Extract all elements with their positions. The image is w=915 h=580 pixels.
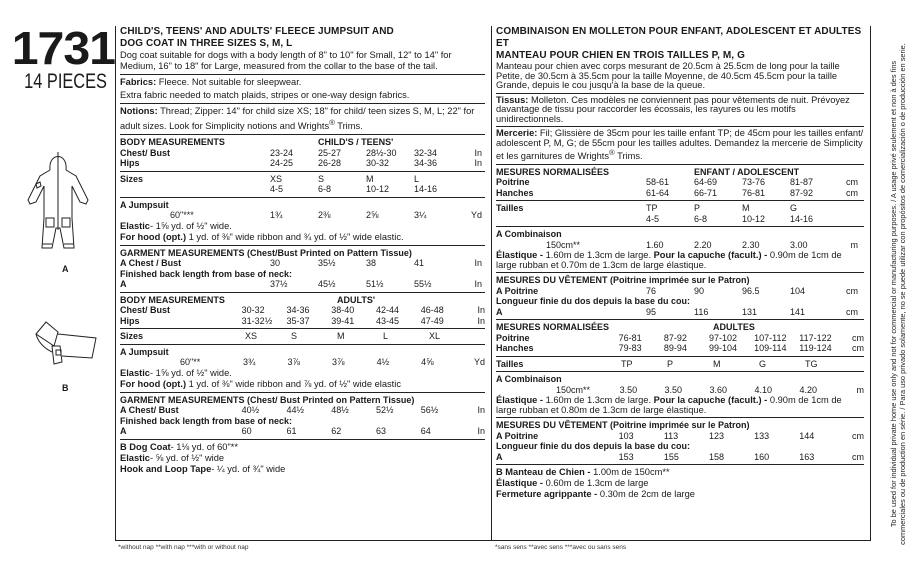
hook-loop-text: 0.30m de 2cm de large xyxy=(597,489,695,500)
elastic-text: - 1⅝ yd. of ½" wide. xyxy=(149,367,232,378)
hood-text: 1 yd. of ⅜" wide ribbon and ¾ yd. of ½" wide elastic. xyxy=(186,231,404,242)
garment-measurements-label: MESURES DU VÊTEMENT (Poitrine imprimée sur le Patron) xyxy=(496,420,750,431)
hook-loop-text: - ¼ yd. of ¾" wide xyxy=(211,463,286,474)
cell: 39-41 xyxy=(331,315,355,326)
row-label: Sizes xyxy=(120,173,144,184)
hood-label: For hood (opt.) xyxy=(120,231,187,242)
row-label: Poitrine xyxy=(496,332,530,343)
cell: 153 xyxy=(618,451,634,462)
elastic-text: 1.60m de 1.3cm de large. xyxy=(543,250,654,261)
table-row xyxy=(120,158,485,169)
cell: 79-83 xyxy=(618,343,642,354)
cell: 113 xyxy=(663,430,679,441)
cell: 60 xyxy=(241,426,252,437)
row-label: Hips xyxy=(120,158,140,169)
child-body-measurements xyxy=(120,137,485,172)
dog-elastic-label: Élastique - xyxy=(496,478,544,489)
body-measurements-label: BODY MEASUREMENTS xyxy=(120,294,225,305)
cell: 3.60 xyxy=(709,384,728,395)
cell: 24-25 xyxy=(270,158,294,169)
cell: 4½ xyxy=(376,357,390,368)
unit: In xyxy=(474,158,482,169)
unit: cm xyxy=(846,177,858,188)
table-row xyxy=(120,174,485,185)
cell: 40½ xyxy=(241,405,260,416)
cell: 58-61 xyxy=(646,177,670,188)
unit: m xyxy=(850,239,858,250)
cell: 34-36 xyxy=(286,305,310,316)
table-row xyxy=(120,279,485,290)
child-body-measurements xyxy=(496,167,864,202)
illustration-label-b: B xyxy=(62,383,69,393)
table-row xyxy=(120,210,485,221)
cell: 32-34 xyxy=(414,147,438,158)
elastic-text: 1.60m de 1.3cm de large. xyxy=(543,395,654,406)
fabric-width: 150cm** xyxy=(546,239,581,250)
notions-text: Thread; Zipper: 14" for child size XS; 18" for child/ teen sizes S, M, L; 22" for adult sizes. Look for Simplicity notions and Wrights xyxy=(120,106,475,132)
unit: In xyxy=(477,305,485,316)
usage-notice xyxy=(884,28,912,560)
bottom-divider xyxy=(115,540,871,541)
dog-coat-icon xyxy=(30,318,100,368)
cell: 30-32 xyxy=(241,305,265,316)
cell: 2.30 xyxy=(742,239,760,250)
dog-coat-label: B Manteau de Chien - xyxy=(496,467,591,478)
table-row xyxy=(120,331,485,342)
fabrics-label: Tissus: xyxy=(496,94,529,105)
cell: 6-8 xyxy=(694,213,708,224)
elastic-label: Élastique - xyxy=(496,250,544,261)
elastic-label: Élastique - xyxy=(496,395,544,406)
row-label: A xyxy=(120,279,127,290)
row-label: A xyxy=(496,451,503,462)
english-column xyxy=(115,26,491,540)
cell: 107-112 xyxy=(754,332,787,343)
usage-notice-line-1: To be used for individual private home use only and not for commercial or manufacturing purposes. / A usage privé seulement et non à des fins xyxy=(889,60,898,528)
cell: 104 xyxy=(790,285,806,296)
table-row xyxy=(496,177,864,188)
row-label: Chest/ Bust xyxy=(120,305,171,316)
hood-text: 0.90m de 1cm de large rubban et 0.70m de 1.3cm de large élastique. xyxy=(496,250,842,271)
unit: cm xyxy=(846,306,858,317)
row-label: Hips xyxy=(120,315,140,326)
cell: S xyxy=(291,331,298,342)
cell: 1¾ xyxy=(270,210,283,221)
fabric-width: 60"*** xyxy=(170,210,194,221)
cell: 163 xyxy=(799,451,815,462)
table-row xyxy=(496,214,864,225)
illustration-label-a: A xyxy=(62,264,69,274)
cell: 63 xyxy=(375,426,386,437)
description: Dog coat suitable for dogs with a body length of 8" to 10" for Small, 12" to 14" for Medium, 16" to 18" for Large, measured from the collar to the base of the tail. xyxy=(120,50,452,71)
adult-body-measurements xyxy=(496,322,864,357)
cell: 34-36 xyxy=(414,158,438,169)
cell: TG xyxy=(805,358,818,369)
cell: G xyxy=(790,203,798,214)
cell: 141 xyxy=(790,306,806,317)
cell: 103 xyxy=(618,430,634,441)
notions-end: Trims. xyxy=(614,151,643,162)
cell: 41 xyxy=(414,258,425,269)
adult-body-measurements xyxy=(120,295,485,330)
cell: 131 xyxy=(742,306,758,317)
title-line-1: CHILD'S, TEENS' AND ADULTS' FLEECE JUMPSUIT AND xyxy=(120,26,394,37)
cell: M xyxy=(742,203,750,214)
cell: 73-76 xyxy=(742,177,766,188)
cell: 48½ xyxy=(331,405,349,416)
body-measurements-label: MESURES NORMALISÉES xyxy=(496,322,610,333)
cell: XL xyxy=(429,331,441,342)
group-label: ADULTES xyxy=(713,322,755,333)
title-line-2: DOG COAT IN THREE SIZES S, M, L xyxy=(120,38,293,49)
fabric-width: 60"** xyxy=(180,357,201,368)
fabrics-extra: Extra fabric needed to match plaids, stripes or one-way design fabrics. xyxy=(120,90,410,100)
cell: M xyxy=(713,358,721,369)
cell: XS xyxy=(245,331,258,342)
cell: 4.20 xyxy=(799,384,818,395)
dog-elastic-text: 0.60m de 1.3cm de large xyxy=(543,478,649,489)
row-label: A Poitrine xyxy=(496,285,539,296)
cell: 4-5 xyxy=(646,213,660,224)
elastic-label: Elastic xyxy=(120,220,150,231)
hood-label: Pour la capuche (facult.) - xyxy=(653,250,768,261)
cell: 35½ xyxy=(318,258,336,269)
row-label: A Poitrine xyxy=(496,430,539,441)
cell: TP xyxy=(646,203,658,214)
cell: 158 xyxy=(708,451,724,462)
cell: 55½ xyxy=(414,279,432,290)
cell: 46-48 xyxy=(420,305,444,316)
cell: 30-32 xyxy=(366,158,390,169)
row-label: A xyxy=(120,426,127,437)
body-measurements-label: MESURES NORMALISÉES xyxy=(496,166,610,177)
row-label: Chest/ Bust xyxy=(120,147,171,158)
cell: 3¾ xyxy=(242,357,256,368)
dog-elastic-text: - ⅝ yd. of ½" wide xyxy=(149,452,225,463)
hood-text: 1 yd. of ⅜" wide ribbon and ⅞ yd. of ½" wide elastic xyxy=(186,378,401,389)
cell: 56½ xyxy=(420,405,439,416)
cell: XS xyxy=(270,173,283,184)
cell: TP xyxy=(621,358,633,369)
group-label: ENFANT / ADOLESCENT xyxy=(694,166,800,177)
unit: Yd xyxy=(474,357,486,368)
dog-coat-label: B Dog Coat xyxy=(120,441,171,452)
registered-mark: ® xyxy=(609,148,615,157)
cell: 30 xyxy=(270,258,281,269)
garment-measurements-label: GARMENT MEASUREMENTS (Chest/Bust Printed on Pattern Tissue) xyxy=(120,247,412,258)
cell: 116 xyxy=(694,306,709,317)
cell: 43-45 xyxy=(375,315,399,326)
hood-label: Pour la capuche (facult.) - xyxy=(653,395,768,406)
cell: S xyxy=(318,173,325,184)
hood-label: For hood (opt.) xyxy=(120,378,187,389)
dog-elastic-label: Elastic xyxy=(120,452,150,463)
footnote-en: *without nap **with nap ***with or without nap xyxy=(118,544,249,551)
table-row xyxy=(496,359,864,370)
cell: 3.50 xyxy=(664,384,683,395)
cell: 45½ xyxy=(318,279,336,290)
unit: cm xyxy=(852,451,864,462)
cell: 37½ xyxy=(270,279,288,290)
row-label: A Chest / Bust xyxy=(120,258,182,269)
title-line-2: MANTEAU POUR CHIEN EN TROIS TAILLES P, M, G xyxy=(496,50,745,61)
cell: M xyxy=(366,173,374,184)
cell: 10-12 xyxy=(366,184,390,195)
unit: In xyxy=(477,405,485,416)
group-label: CHILD'S / TEENS' xyxy=(318,137,394,148)
fabric-width: 150cm** xyxy=(556,384,591,395)
cell: 64-69 xyxy=(694,177,718,188)
unit: cm xyxy=(846,187,858,198)
cell: 38 xyxy=(366,258,377,269)
title-line-1: COMBINAISON EN MOLLETON POUR ENFANT, ADOLESCENT ET ADULTES ET xyxy=(496,26,862,49)
cell: 117-122 xyxy=(799,332,832,343)
row-label: A Chest/ Bust xyxy=(120,405,179,416)
cell: 1.60 xyxy=(646,239,664,250)
french-column xyxy=(491,26,871,540)
cell: 160 xyxy=(754,451,770,462)
group-label: ADULTS' xyxy=(337,294,375,305)
cell: 76-81 xyxy=(618,332,642,343)
fabrics-text: Fleece. Not suitable for sleepwear. xyxy=(156,77,302,87)
notions-text: Fil; Glissière de 35cm pour les taille enfant TP; de 45cm pour les tailles enfant/ adolescent P, M, G; de 55cm pour les tailles adultes. Demandez la mercerie de Simplicity et les garnitures de Wrights xyxy=(496,128,864,162)
cell: 25-27 xyxy=(318,147,342,158)
table-row xyxy=(120,305,485,316)
table-row xyxy=(496,188,864,199)
usage-notice-line-2: commerciales ou de production en série. / Para uso privado solamente, no se puede utilizar con propósitos de comercialización o de producción en serie. xyxy=(898,43,907,545)
unit: cm xyxy=(846,285,858,296)
notions-label: Mercerie: xyxy=(496,128,538,138)
table-row xyxy=(496,385,864,396)
cell: 64 xyxy=(420,426,431,437)
cell: 119-124 xyxy=(799,343,832,354)
cell: M xyxy=(337,331,345,342)
jumpsuit-label: A Combinaison xyxy=(496,229,562,240)
back-length-label: Finished back length from base of neck: xyxy=(120,268,293,279)
table-row xyxy=(120,316,485,327)
cell: 14-16 xyxy=(414,184,438,195)
cell: 61 xyxy=(286,426,297,437)
fabrics-label: Fabrics: xyxy=(120,77,157,87)
cell: P xyxy=(694,203,701,214)
table-row xyxy=(496,431,864,442)
cell: 3.00 xyxy=(790,239,808,250)
cell: 144 xyxy=(799,430,815,441)
cell: 52½ xyxy=(375,405,394,416)
cell: 87-92 xyxy=(663,332,687,343)
table-row xyxy=(120,426,485,437)
garment-measurements-label: GARMENT MEASUREMENTS (Chest/ Bust Printed on Pattern Tissue) xyxy=(120,394,415,405)
cell: 42-44 xyxy=(375,305,399,316)
cell: 89-94 xyxy=(663,343,687,354)
cell: 66-71 xyxy=(694,187,718,198)
footnote-fr: *sans sens **avec sens ***avec ou sans sens xyxy=(495,544,627,551)
pattern-number: 1731 xyxy=(11,22,115,74)
cell: 31-32½ xyxy=(241,315,273,326)
cell: 62 xyxy=(331,426,342,437)
cell: 51½ xyxy=(366,279,384,290)
fabrics-text: Molleton. Ces modèles ne conviennent pas pour vêtements de nuit. Prévoyez davantage de tissu pour raccorder les écossais, les rayures ou les motifs unidirectionnels. xyxy=(496,94,850,124)
row-label: A xyxy=(496,306,503,317)
cell: 44½ xyxy=(286,405,304,416)
back-length-label: Finished back length from base of neck: xyxy=(120,415,293,426)
cell: 2⅝ xyxy=(366,210,379,221)
unit: Yd xyxy=(470,210,482,221)
cell: 2.20 xyxy=(694,239,712,250)
cell: 81-87 xyxy=(790,177,814,188)
pieces-count: 14 PIECES xyxy=(24,70,107,93)
unit: In xyxy=(474,147,482,158)
garment-measurements-label: MESURES DU VÊTEMENT (Poitrine imprimée sur le Patron) xyxy=(496,275,750,286)
cell: 14-16 xyxy=(790,213,814,224)
cell: 35-37 xyxy=(286,315,310,326)
hook-loop-label: Fermeture agrippante - xyxy=(496,489,598,500)
hook-loop-label: Hook and Loop Tape xyxy=(120,463,212,474)
cell: 61-64 xyxy=(646,187,670,198)
cell: L xyxy=(414,173,420,184)
jumpsuit-label: A Jumpsuit xyxy=(120,346,169,357)
unit: In xyxy=(474,279,482,290)
cell: 123 xyxy=(708,430,724,441)
body-measurements-label: BODY MEASUREMENTS xyxy=(120,137,225,148)
row-label: Sizes xyxy=(120,331,144,342)
table-row xyxy=(496,343,864,354)
cell: 99-104 xyxy=(708,343,737,354)
notions-end: Trims. xyxy=(334,121,363,132)
cell: 76-81 xyxy=(742,187,766,198)
table-row xyxy=(496,240,864,251)
row-label: Tailles xyxy=(496,203,524,214)
cell: 76 xyxy=(646,285,657,296)
cell: 3.50 xyxy=(619,384,638,395)
row-label: Poitrine xyxy=(496,177,530,188)
unit: In xyxy=(474,258,482,269)
back-length-label: Longueur finie du dos depuis la base du cou: xyxy=(496,441,691,452)
unit: cm xyxy=(852,430,864,441)
cell: 3⅞ xyxy=(287,357,300,368)
table-row xyxy=(120,258,485,269)
row-label: Hanches xyxy=(496,187,534,198)
back-length-label: Longueur finie du dos depuis la base du cou: xyxy=(496,296,691,307)
cell: 26-28 xyxy=(318,158,342,169)
table-row xyxy=(120,357,485,368)
cell: 133 xyxy=(754,430,770,441)
elastic-text: - 1⅝ yd. of ½" wide. xyxy=(149,220,232,231)
jumpsuit-label: A Combinaison xyxy=(496,374,562,385)
registered-mark: ® xyxy=(329,118,335,127)
table-row xyxy=(120,148,485,159)
cell: 3⅞ xyxy=(332,357,345,368)
table-row xyxy=(496,286,864,297)
cell: 90 xyxy=(694,285,705,296)
cell: 4⅝ xyxy=(421,357,434,368)
cell: 2⅜ xyxy=(318,210,331,221)
notions-label: Notions: xyxy=(120,106,158,116)
cell: 109-114 xyxy=(754,343,787,354)
cell: 47-49 xyxy=(420,315,444,326)
table-row xyxy=(120,184,485,195)
cell: 4-5 xyxy=(270,184,284,195)
pattern-number-block xyxy=(11,22,115,94)
cell: 96.5 xyxy=(742,285,760,296)
table-row xyxy=(496,307,864,318)
cell: P xyxy=(667,358,674,369)
table-row xyxy=(120,405,485,416)
cell: 23-24 xyxy=(270,147,294,158)
unit: cm xyxy=(852,332,864,343)
row-label: Tailles xyxy=(496,358,524,369)
unit: m xyxy=(856,384,865,395)
description: Manteau pour chien avec corps mesurant de 20.5cm à 25.5cm de long pour la taille Petite, de 30.5cm à 35.5cm pour la taille Moyenne, de 40.5cm 45.5cm pour la taille Grande, depuis le cou jusqu'à la base de la queue. xyxy=(496,61,840,90)
unit: cm xyxy=(852,343,864,354)
cell: 155 xyxy=(663,451,679,462)
row-label: Hanches xyxy=(496,343,534,354)
dog-coat-text: 1.00m de 150cm** xyxy=(590,467,670,478)
table-row xyxy=(496,203,864,214)
cell: 95 xyxy=(646,306,657,317)
cell: L xyxy=(383,331,389,342)
table-row xyxy=(496,333,864,344)
cell: 6-8 xyxy=(318,184,332,195)
table-row xyxy=(496,452,864,463)
cell: 97-102 xyxy=(708,332,737,343)
unit: In xyxy=(477,426,485,437)
unit: In xyxy=(477,315,485,326)
elastic-label: Elastic xyxy=(120,367,150,378)
cell: 38-40 xyxy=(331,305,355,316)
cell: 4.10 xyxy=(754,384,773,395)
cell: 28½-30 xyxy=(366,147,397,158)
cell: G xyxy=(759,358,767,369)
dog-coat-text: - 1⅛ yd. of 60"** xyxy=(170,441,239,452)
jumpsuit-label: A Jumpsuit xyxy=(120,199,169,210)
cell: 10-12 xyxy=(742,213,766,224)
cell: 87-92 xyxy=(790,187,814,198)
cell: 3¼ xyxy=(414,210,427,221)
hood-text: 0.90m de 1cm de large rubban et 0.80m de 1.3cm de large élastique. xyxy=(496,395,842,416)
jumpsuit-icon xyxy=(22,146,94,258)
